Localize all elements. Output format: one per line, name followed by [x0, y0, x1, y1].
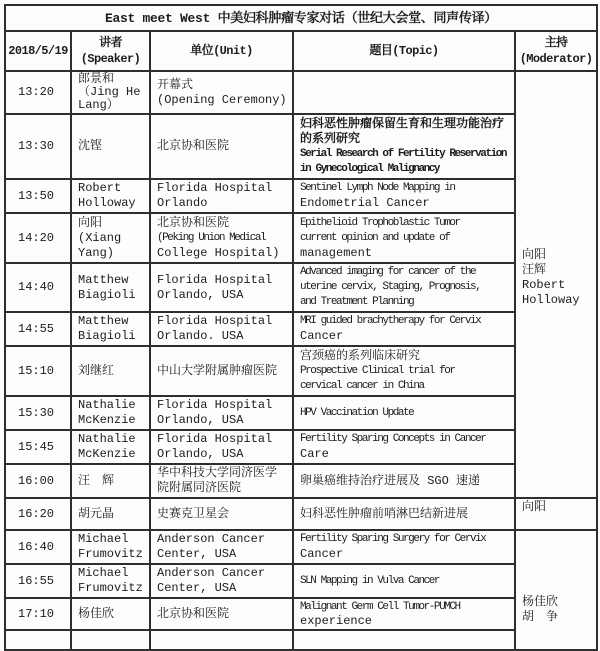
text-line: Frumovitz: [78, 581, 143, 595]
speaker-cell: [71, 430, 150, 464]
schedule-row: [5, 346, 597, 396]
title-row: [5, 5, 597, 31]
text-line: 讲者: [99, 36, 122, 50]
header-moderator: [515, 31, 597, 71]
text-line: 沈铿: [78, 139, 103, 153]
text-line: uterine cervix, Staging, Prognosis,: [300, 281, 481, 293]
text-line: Florida Hospital: [157, 181, 273, 195]
time-cell: 14:20: [5, 213, 71, 263]
time-cell: [5, 630, 71, 650]
time-cell: 14:55: [5, 312, 71, 346]
speaker-cell: [71, 263, 150, 312]
text-line: 杨佳欣: [522, 595, 559, 609]
speaker-cell: [71, 346, 150, 396]
time-cell: 17:10: [5, 598, 71, 630]
text-line: experience: [300, 614, 373, 628]
text-line: Center, USA: [157, 581, 237, 595]
time-cell: 16:20: [5, 498, 71, 530]
text-line: College Hospital): [157, 245, 280, 260]
unit-cell: [150, 179, 293, 213]
topic-cell: [293, 464, 515, 498]
topic-cell: [293, 179, 515, 213]
schedule-table: [4, 4, 598, 651]
topic-cell: [293, 630, 515, 650]
schedule-row: [5, 430, 597, 464]
text-line: current opinion and update of: [300, 231, 450, 244]
text-line: Epithelioid Trophoblastic Tumor: [300, 216, 460, 229]
text-line: Biagioli: [78, 329, 136, 343]
topic-cell: [293, 598, 515, 630]
text-line: Center, USA: [157, 547, 237, 561]
speaker-cell: [71, 498, 150, 530]
speaker-cell: [71, 464, 150, 498]
text-line: Cancer: [300, 547, 344, 561]
speaker-cell: [71, 71, 150, 114]
text-line: Sentinel Lymph Node Mapping in: [300, 182, 455, 194]
schedule-row: [5, 114, 597, 179]
text-line: Anderson Cancer: [157, 566, 266, 580]
speaker-cell: [71, 114, 150, 179]
schedule-row: [5, 71, 597, 114]
text-line: Lang）: [78, 98, 119, 112]
time-cell: 16:00: [5, 464, 71, 498]
text-line: Nathalie: [78, 398, 136, 412]
unit-cell: [150, 213, 293, 263]
header-topic: 题目(Topic): [293, 31, 515, 71]
unit-cell: [150, 312, 293, 346]
topic-cell: [293, 346, 515, 396]
text-line: HPV Vaccination Update: [300, 406, 414, 419]
schedule-row: [5, 396, 597, 430]
text-line: Florida Hospital: [157, 314, 273, 328]
time-cell: 16:55: [5, 564, 71, 598]
text-line: 胡 争: [522, 610, 559, 624]
schedule-row: [5, 213, 597, 263]
topic-cell: [293, 312, 515, 346]
text-line: 向阳: [522, 500, 547, 514]
text-line: management: [300, 245, 373, 260]
text-line: Nathalie: [78, 432, 136, 446]
text-line: (Xiang: [78, 230, 122, 245]
topic-cell: [293, 71, 515, 114]
text-line: （Jing He: [78, 85, 141, 99]
speaker-cell: [71, 179, 150, 213]
header-date: 2018/5/19: [5, 31, 71, 71]
text-line: Michael: [78, 532, 129, 546]
text-line: Cancer: [300, 329, 344, 343]
text-line: 向阳: [78, 215, 103, 230]
text-line: 杨佳欣: [78, 606, 115, 621]
text-line: Robert: [522, 278, 566, 292]
text-line: MRI guided brachytherapy for Cervix: [300, 315, 481, 327]
topic-cell: [293, 564, 515, 598]
text-line: 刘继红: [78, 363, 115, 378]
text-line: Prospective Clinical trial for: [300, 364, 455, 377]
text-line: Robert: [78, 181, 122, 195]
speaker-cell: [71, 396, 150, 430]
unit-cell: [150, 71, 293, 114]
text-line: Care: [300, 447, 329, 461]
schedule-row: [5, 498, 597, 530]
unit-cell: [150, 263, 293, 312]
schedule-row: [5, 312, 597, 346]
text-line: Florida Hospital: [157, 432, 273, 446]
text-line: Serial Research of Fertility Reservation: [300, 147, 507, 160]
text-line: 北京协和医院: [157, 606, 230, 621]
text-line: 妇科恶性肿瘤保留生育和生理功能治疗: [300, 116, 505, 131]
schedule-row: [5, 464, 597, 498]
moderator-cell: [515, 498, 597, 530]
time-cell: 13:30: [5, 114, 71, 179]
header-row: [5, 31, 597, 71]
text-line: (Moderator): [519, 52, 593, 66]
text-line: 宫颈癌的系列临床研究: [300, 348, 421, 363]
text-line: and Treatment Planning: [300, 296, 414, 308]
unit-cell: [150, 564, 293, 598]
text-line: Advanced imaging for cancer of the: [300, 266, 476, 278]
unit-cell: [150, 396, 293, 430]
unit-cell: [150, 530, 293, 564]
schedule-row: [5, 598, 597, 630]
text-line: Florida Hospital: [157, 398, 273, 412]
text-line: McKenzie: [78, 447, 136, 461]
speaker-cell: [71, 213, 150, 263]
unit-cell: [150, 598, 293, 630]
time-cell: 16:40: [5, 530, 71, 564]
text-line: Orlando. USA: [157, 329, 244, 343]
text-line: Holloway: [78, 196, 136, 210]
text-line: 郎景和: [78, 72, 115, 86]
text-line: 北京协和医院: [157, 215, 230, 230]
schedule-row: [5, 630, 597, 650]
text-line: (Opening Ceremony): [157, 92, 287, 107]
text-line: Yang): [78, 245, 115, 260]
speaker-cell: [71, 564, 150, 598]
unit-cell: [150, 498, 293, 530]
unit-cell: [150, 346, 293, 396]
schedule-row: [5, 564, 597, 598]
text-line: Anderson Cancer: [157, 532, 266, 546]
time-cell: 15:30: [5, 396, 71, 430]
schedule-row: [5, 179, 597, 213]
time-cell: 13:50: [5, 179, 71, 213]
text-line: 院附属同济医院: [157, 481, 242, 495]
text-line: 主持: [544, 36, 568, 50]
text-line: 史赛克卫星会: [157, 506, 230, 521]
time-cell: 15:45: [5, 430, 71, 464]
unit-cell: [150, 464, 293, 498]
schedule-row: [5, 530, 597, 564]
speaker-cell: [71, 530, 150, 564]
text-line: (Peking Union Medical: [157, 231, 266, 244]
text-line: 开幕式: [157, 77, 194, 92]
text-line: 中山大学附属肿瘤医院: [157, 363, 278, 378]
unit-cell: [150, 114, 293, 179]
text-line: Orlando, USA: [157, 413, 244, 427]
header-unit: 单位(Unit): [150, 31, 293, 71]
text-line: Michael: [78, 566, 129, 580]
text-line: 汪辉: [522, 263, 547, 277]
text-line: Frumovitz: [78, 547, 143, 561]
text-line: 华中科技大学同济医学: [157, 466, 278, 480]
moderator-cell: [515, 530, 597, 650]
topic-cell: [293, 263, 515, 312]
text-line: Fertility Sparing Surgery for Cervix: [300, 533, 486, 545]
text-line: cervical cancer in China: [300, 379, 424, 392]
text-line: in Gynecological Malignancy: [300, 162, 440, 175]
unit-cell: [150, 630, 293, 650]
text-line: Orlando, USA: [157, 287, 244, 302]
schedule-body: [5, 71, 597, 650]
speaker-cell: [71, 312, 150, 346]
text-line: Malignant Germ Cell Tumor-PUMCH: [300, 601, 460, 613]
text-line: Fertility Sparing Concepts in Cancer: [300, 433, 486, 445]
unit-cell: [150, 430, 293, 464]
text-line: Endometrial Cancer: [300, 196, 430, 210]
time-cell: 14:40: [5, 263, 71, 312]
text-line: 北京协和医院: [157, 139, 230, 153]
text-line: 妇科恶性肿瘤前哨淋巴结新进展: [300, 506, 469, 521]
schedule-row: [5, 263, 597, 312]
text-line: (Speaker): [80, 52, 141, 66]
text-line: Florida Hospital: [157, 272, 273, 287]
topic-cell: [293, 396, 515, 430]
text-line: Orlando: [157, 196, 208, 210]
topic-cell: [293, 430, 515, 464]
text-line: Matthew: [78, 272, 129, 287]
text-line: 卵巢癌维持治疗进展及 SGO 速递: [300, 473, 481, 488]
topic-cell: [293, 530, 515, 564]
header-speaker: [71, 31, 150, 71]
speaker-cell: [71, 598, 150, 630]
moderator-cell: [515, 71, 597, 498]
speaker-cell: [71, 630, 150, 650]
text-line: Biagioli: [78, 287, 136, 302]
text-line: 胡元晶: [78, 506, 115, 521]
text-line: 的系列研究: [300, 131, 361, 146]
text-line: 向阳: [522, 248, 547, 262]
text-line: Holloway: [522, 293, 580, 307]
time-cell: 15:10: [5, 346, 71, 396]
text-line: McKenzie: [78, 413, 136, 427]
topic-cell: [293, 114, 515, 179]
time-cell: 13:20: [5, 71, 71, 114]
text-line: 汪 辉: [78, 473, 115, 488]
topic-cell: [293, 213, 515, 263]
text-line: SLN Mapping in Vulva Cancer: [300, 574, 440, 587]
schedule-title: East meet West 中美妇科肿瘤专家对话（世纪大会堂、同声传译）: [5, 5, 597, 31]
text-line: Orlando, USA: [157, 447, 244, 461]
text-line: Matthew: [78, 314, 129, 328]
topic-cell: [293, 498, 515, 530]
